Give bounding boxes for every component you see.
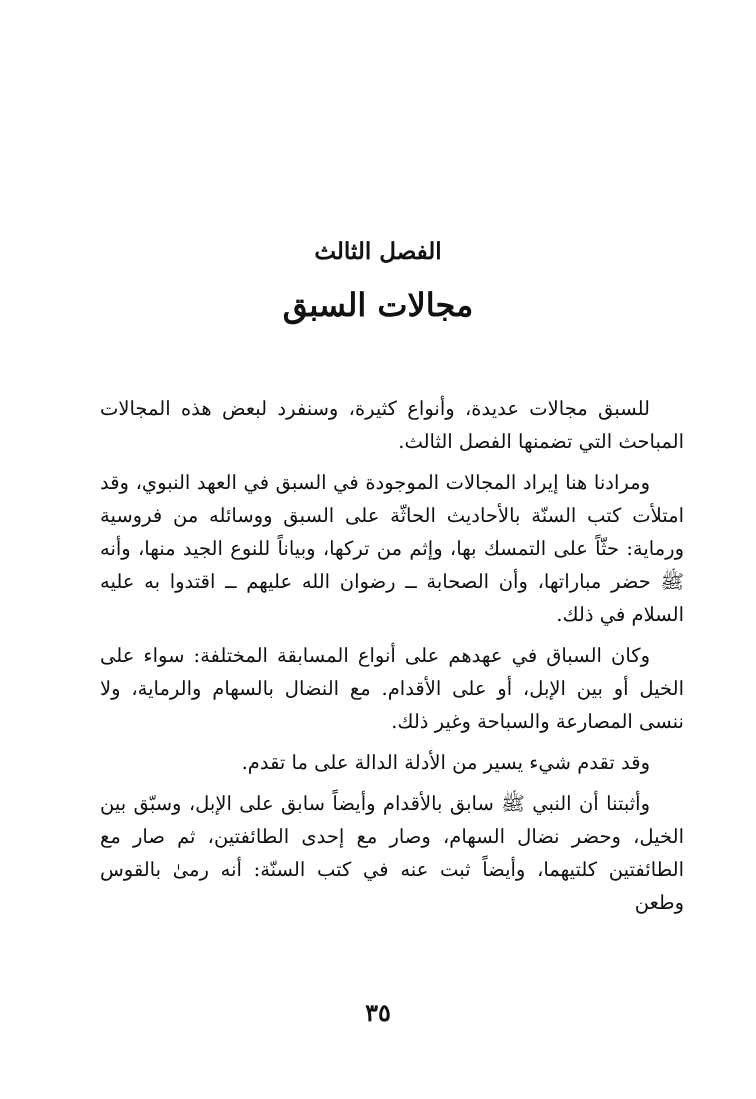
paragraph-2: ومرادنا هنا إيراد المجالات الموجودة في السبق في العهد النبوي، وقد امتلأت كتب السنّة بالأحاديث الحاثّة على السبق ووسائله من فروسية ورماية: حثّاً على التمسك بها، وإثم من تركها، وبياناً للنوع الجيد منها، وأنه ﷺ حضر مباراتها، وأن الصحابة ــ رضوان الله عليهم ــ اقتدوا به عليه السلام في ذلك. (100, 471, 684, 626)
page-number: ٣٥ (365, 998, 391, 1027)
chapter-label: الفصل الثالث (314, 238, 442, 265)
paragraph-4: وقد تقدم شيء يسير من الأدلة الدالة على ما تقدم. (241, 751, 650, 774)
paragraph-3: وكان السباق في عهدهم على أنواع المسابقة المختلفة: سواء على الخيل أو بين الإبل، أو على الأقدام. مع النضال بالسهام والرماية، ولا ننسى المصارعة والسباحة وغير ذلك. (100, 644, 684, 733)
body-text (100, 392, 684, 927)
chapter-title: مجالات السبق (282, 286, 474, 324)
paragraph-1: للسبق مجالات عديدة، وأنواع كثيرة، وسنفرد لبعض هذه المجالات المباحث التي تضمنها الفصل الثالث. (100, 397, 684, 453)
paragraph-5: وأثبتنا أن النبي ﷺ سابق بالأقدام وأيضاً سابق على الإبل، وسبّق بين الخيل، وحضر نضال السهام، وصار مع إحدى الطائفتين، ثم صار مع الطائفتين كلتيهما، وأيضاً ثبت عنه في كتب السنّة: أنه رمىٰ بالقوس وطعن (100, 792, 684, 914)
